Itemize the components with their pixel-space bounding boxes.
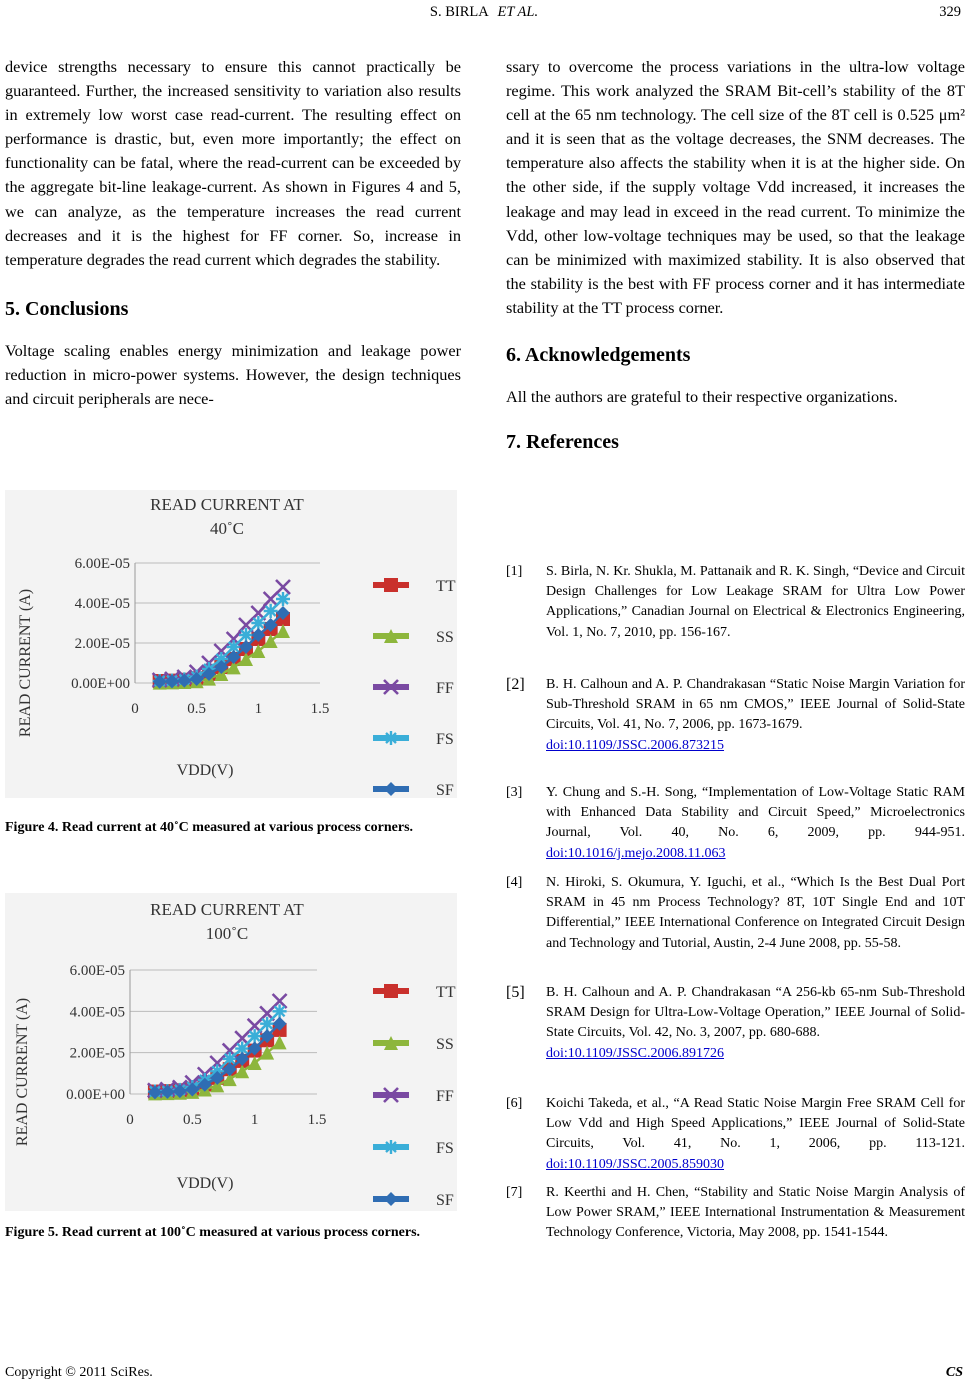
reference-2-number: [2] — [506, 676, 525, 693]
x-tick-label: 1 — [254, 701, 263, 717]
reference-6-number: [6] — [506, 1096, 523, 1111]
footer-copyright: Copyright © 2011 SciRes. — [5, 1365, 153, 1380]
page-footer — [5, 1365, 963, 1381]
data-point — [276, 592, 290, 606]
x-tick-label: 1.5 — [307, 1112, 327, 1128]
figure-4-chart — [5, 490, 457, 798]
reference-4-text: N. Hiroki, S. Okumura, Y. Iguchi, et al., “Which Is the Best Dual Port SRAM in 45 nm Process Technology? 8T, 10T Single End and 10T Differential,” IEEE International Conference on Integrated Circuit Design and Technology and Tutorial, Austin, 2-4 June 2008, pp. 55-58. — [546, 875, 965, 951]
left-paragraph-1: device strengths necessary to ensure this cannot practically be guaranteed. Further, the increased sensitivity to variation also results in extremely low worst case read-current. The resulting effect on performance is drastic, but, even more importantly; the effect on functionality can be fatal, where the read-current can be exceeded by the aggregate bit-line leakage-current. As shown in Figures 4 and 5, we can analyze, as the temperature increases the read current decreases and it is the highest for FF corner. So, increase in temperature degrades the read current which degrades the stability. — [5, 57, 461, 269]
chart-title: READ CURRENT AT — [150, 495, 304, 514]
y-tick-label: 6.00E-05 — [74, 556, 130, 572]
data-point — [276, 624, 290, 638]
reference-5-doi-link[interactable]: doi:10.1109/JSSC.2006.891726 — [546, 1045, 725, 1061]
reference-6-doi-link[interactable]: doi:10.1109/JSSC.2005.859030 — [546, 1156, 725, 1172]
footer-journal: CS — [945, 1365, 963, 1380]
reference-1-number: [1] — [506, 564, 523, 579]
legend-label: FF — [436, 1088, 454, 1105]
left-column-text — [5, 55, 461, 411]
legend-marker — [384, 731, 398, 745]
x-axis-label: VDD(V) — [176, 762, 234, 779]
y-tick-label: 0.00E+00 — [71, 676, 130, 692]
chart-subtitle: 100˚C — [205, 924, 249, 943]
y-tick-label: 4.00E-05 — [74, 596, 130, 612]
reference-2-doi-link[interactable]: doi:10.1109/JSSC.2006.873215 — [546, 737, 725, 753]
running-header — [0, 4, 968, 24]
y-tick-label: 6.00E-05 — [69, 963, 125, 979]
chart-subtitle: 40˚C — [210, 519, 244, 538]
section-6-paragraph: All the authors are grateful to their respective organizations. — [506, 387, 898, 407]
legend-marker — [384, 782, 398, 796]
section-5-paragraph: Voltage scaling enables energy minimization and leakage power reduction in micro-power systems. However, the design techniques and circuit peripherals are nece- — [5, 340, 461, 409]
x-tick-label: 0 — [131, 701, 139, 717]
section-5-title: 5. Conclusions — [5, 297, 129, 320]
figure-4-caption: Figure 4. Read current at 40˚C measured at various process corners. — [5, 820, 414, 835]
figure-4 — [5, 490, 457, 798]
data-point — [264, 604, 278, 618]
legend-label: SS — [436, 629, 454, 646]
legend-marker — [384, 984, 398, 998]
data-point — [264, 592, 278, 606]
legend-label: SF — [436, 1192, 454, 1209]
reference-3-text: Y. Chung and S.-H. Song, “Implementation of Low-Voltage Static RAM with Enhanced Data Stability and Circuit Speed,” Microelectronics Journal, Vol. 40, No. 6, 2009, pp. 944-951. — [546, 785, 965, 841]
legend-label: FF — [436, 680, 454, 697]
reference-3-doi-link[interactable]: doi:10.1016/j.mejo.2008.11.063 — [546, 845, 726, 861]
legend-label: SF — [436, 782, 454, 798]
legend-label: FS — [436, 731, 454, 748]
legend-label: TT — [436, 984, 456, 1001]
legend-marker — [384, 1192, 398, 1206]
x-tick-label: 0.5 — [187, 701, 207, 717]
reference-1-text: S. Birla, N. Kr. Shukla, M. Pattanaik and R. K. Singh, “Device and Circuit Design Challenges for Low Leakage SRAM for Ultra Low Power Applications,” Canadian Journal on Electrical & Electronics Engineering, Vol. 1, No. 7, 2010, pp. 156-167. — [546, 564, 965, 640]
header-authors: S. BIRLA — [429, 4, 488, 20]
x-tick-label: 1.5 — [310, 701, 330, 717]
reference-6-text: Koichi Takeda, et al., “A Read Static Noise Margin Free SRAM Cell for Low Vdd and High Speed Applications,” IEEE Journal of Solid-State Circuits, Vol. 41, No. 1, 2006, pp. 113-121. — [546, 1096, 965, 1152]
data-point — [260, 1017, 274, 1031]
data-point — [273, 1035, 287, 1049]
y-tick-label: 2.00E-05 — [69, 1045, 125, 1062]
legend-marker — [384, 578, 398, 592]
legend-label: TT — [436, 578, 456, 595]
right-paragraph-1: ssary to overcome the process variations in the ultra-low voltage regime. This work analyzed the SRAM Bit-cell’s stability of the 8T cell at the 65 nm technology. The cell size of the 8T cell is 0.525 μm² and it is seen that as the voltage decreases, the SNM decreases. The temperature also affects the stability when it is at the higher side. On the other side, if the supply voltage Vdd increased, it increases the leakage and may lead in exceed in the read current. To minimize the Vdd, other low-voltage techniques may be used, so that the leakage can be minimized with maximized stability. It is also observed that the stability is the best with FF process corner and it has intermediate stability at the TT process corner. — [506, 57, 965, 317]
reference-5-text: B. H. Calhoun and A. P. Chandrakasan “A 256-kb 65-nm Sub-Threshold SRAM Design for Ultra-Low-Voltage Operation,” IEEE Journal of Solid-State Circuits, Vol. 42, No. 3, 2007, pp. 680-688. — [546, 985, 965, 1041]
data-point — [248, 1029, 262, 1043]
reference-1 — [506, 562, 965, 662]
reference-3-number: [3] — [506, 785, 523, 800]
data-point — [276, 580, 290, 594]
figure-5-chart — [5, 893, 457, 1211]
data-point — [239, 628, 253, 642]
page-number: 329 — [939, 4, 961, 20]
y-axis-label: READ CURRENT (A) — [17, 588, 34, 738]
legend-label: SS — [436, 1036, 454, 1053]
section-7-title: 7. References — [506, 431, 619, 454]
right-column-text — [506, 55, 965, 454]
reference-4-number: [4] — [506, 875, 523, 890]
y-tick-label: 0.00E+00 — [66, 1087, 125, 1103]
y-axis-label: READ CURRENT (A) — [14, 997, 31, 1147]
data-point — [251, 616, 265, 630]
reference-5-number: [5] — [506, 984, 525, 1001]
x-tick-label: 0 — [126, 1112, 134, 1128]
x-axis-label: VDD(V) — [176, 1175, 234, 1192]
section-6-title: 6. Acknowledgements — [506, 344, 691, 367]
header-et-al: ET AL. — [497, 4, 539, 20]
chart-title: READ CURRENT AT — [150, 900, 304, 919]
x-tick-label: 1 — [250, 1112, 259, 1128]
y-tick-label: 2.00E-05 — [74, 636, 130, 652]
figure-5 — [5, 893, 457, 1211]
legend-marker — [384, 1140, 398, 1154]
reference-7-text: R. Keerthi and H. Chen, “Stability and Static Noise Margin Analysis of Low Power SRAM,” IEEE International Instrumentation & Measurement Technology Conference, Victoria, May 2008, pp. 1541-1544. — [546, 1185, 965, 1241]
legend-label: FS — [436, 1140, 454, 1157]
y-tick-label: 4.00E-05 — [69, 1004, 125, 1021]
reference-7-number: [7] — [506, 1185, 523, 1200]
data-point — [273, 1004, 287, 1018]
reference-2-text: B. H. Calhoun and A. P. Chandrakasan “Static Noise Margin Variation for Sub-Threshold SRAM in 65 nm CMOS,” IEEE Journal of Solid-State Circuits, Vol. 41, No. 7, 2006, pp. 1673-1679. — [546, 677, 965, 733]
x-tick-label: 0.5 — [182, 1112, 202, 1128]
figure-5-caption: Figure 5. Read current at 100˚C measured at various process corners. — [5, 1225, 421, 1240]
